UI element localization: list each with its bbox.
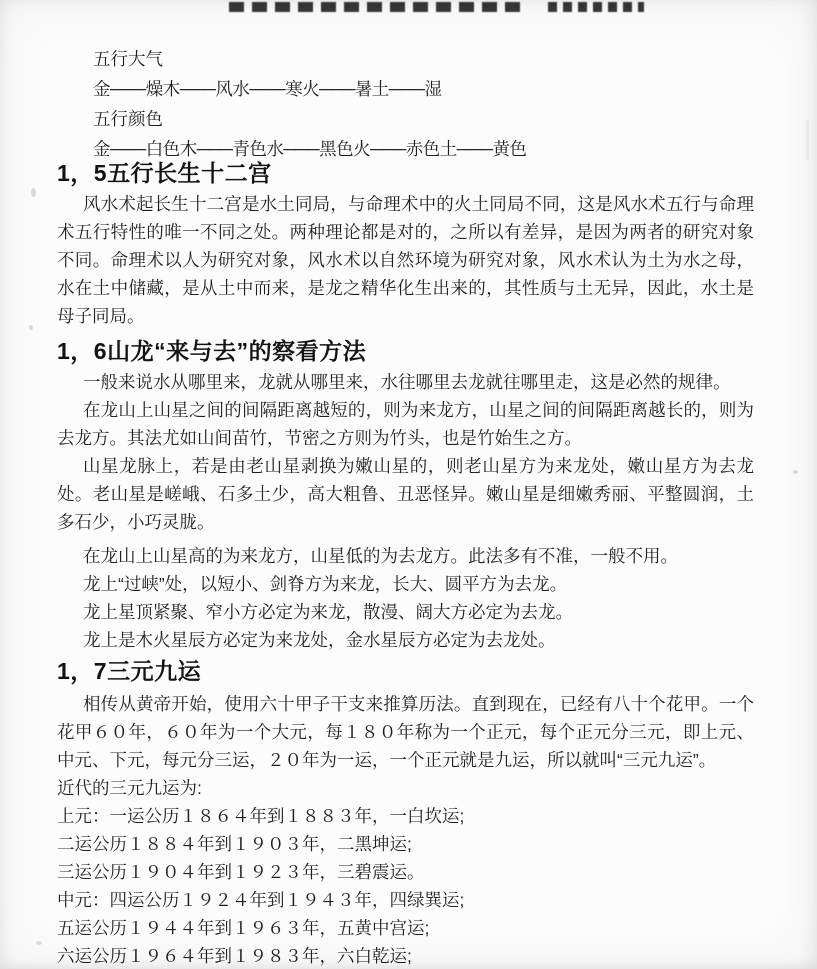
section-1-6-paragraph-1: 一般来说水从哪里来，龙就从哪里来，水往哪里去龙就往哪里走，这是必然的规律。 <box>83 372 731 392</box>
section-1-7-heading: 1，7三元九运 <box>57 658 202 684</box>
yun-list-item: 上元：一运公历１８６４年到１８８３年，一白坎运; <box>57 806 465 826</box>
section-1-7-paragraph: 相传从黄帝开始，使用六十甲子干支来推算历法。直到现在，已经有八十个花甲。一个花甲６０年，６０年为一个大元，每１８０年称为一个正元，每个正元分三元，即上元、中元、下元，每元分三运，２０年为一运，一个正元就是九运，所以就叫“三元九运”。 <box>57 694 754 770</box>
five-elements-tables <box>57 44 754 164</box>
yun-list-item: 六运公历１９６４年到１９８３年，六白乾运; <box>57 946 412 966</box>
section-1-6-paragraph-6: 龙上星顶紧聚、窄小方必定为来龙，散漫、阔大方必定为去龙。 <box>83 602 573 622</box>
section-1-6-paragraph-7: 龙上是木火星辰方必定为来龙处，金水星辰方必定为去龙处。 <box>83 630 556 650</box>
section-1-5-heading: 1，5五行长生十二宫 <box>57 160 272 186</box>
section-1-6-paragraph-4: 在龙山上山星高的为来龙方，山星低的为去龙方。此法多有不准，一般不用。 <box>83 546 678 566</box>
yun-list-lead: 近代的三元九运为: <box>57 778 202 798</box>
yun-list-item: 三运公历１９０４年到１９２３年，三碧震运。 <box>57 862 425 882</box>
yun-list-item: 中元：四运公历１９２４年到１９４３年，四绿巽运; <box>57 890 465 910</box>
section-1-5-paragraph: 风水术起长生十二宫是水土同局，与命理术中的火土同局不同，这是风水术五行与命理术五行特性的唯一不同之处。两种理论都是对的，之所以有差异，是因为两者的研究对象不同。命理术以人为研究对象，风水术以自然环境为研究对象，风水术认为土为水之母，水在土中储藏，是从土中而来，是龙之精华化生出来的，其性质与土无异，因此，水土是母子同局。 <box>57 194 754 326</box>
section-1-6-paragraph-5: 龙上“过峡”处，以短小、剑脊方为来龙，长大、圆平方为去龙。 <box>83 574 568 594</box>
wuxing-yanse-label: 五行颜色 <box>93 109 163 129</box>
section-1-6-heading: 1，6山龙“来与去”的察看方法 <box>57 338 367 364</box>
wuxing-daqi-chain: 金───燥木───风水───寒火───暑土───湿 <box>93 79 442 99</box>
section-1-6-paragraph-2: 在龙山上山星之间的间隔距离越短的，则为来龙方，山星之间的间隔距离越长的，则为去龙方。其法尤如山间苗竹，节密之方则为竹头，也是竹始生之方。 <box>57 400 754 448</box>
yun-list-item: 五运公历１９４４年到１９６３年，五黄中宫运; <box>57 918 430 938</box>
yun-list-item: 二运公历１８８４年到１９０３年，二黑坤运; <box>57 834 412 854</box>
wuxing-yanse-chain: 金───白色木───青色水───黑色火───赤色土───黄色 <box>93 139 527 159</box>
wuxing-daqi-label: 五行大气 <box>93 49 163 69</box>
section-1-6-paragraph-3: 山星龙脉上，若是由老山星剥换为嫩山星的，则老山星方为来龙处，嫩山星方为去龙处。老山星是嵯峨、石多土少，高大粗鲁、丑恶怪异。嫩山星是细嫩秀丽、平整圆润，土多石少，小巧灵胧。 <box>57 456 754 532</box>
